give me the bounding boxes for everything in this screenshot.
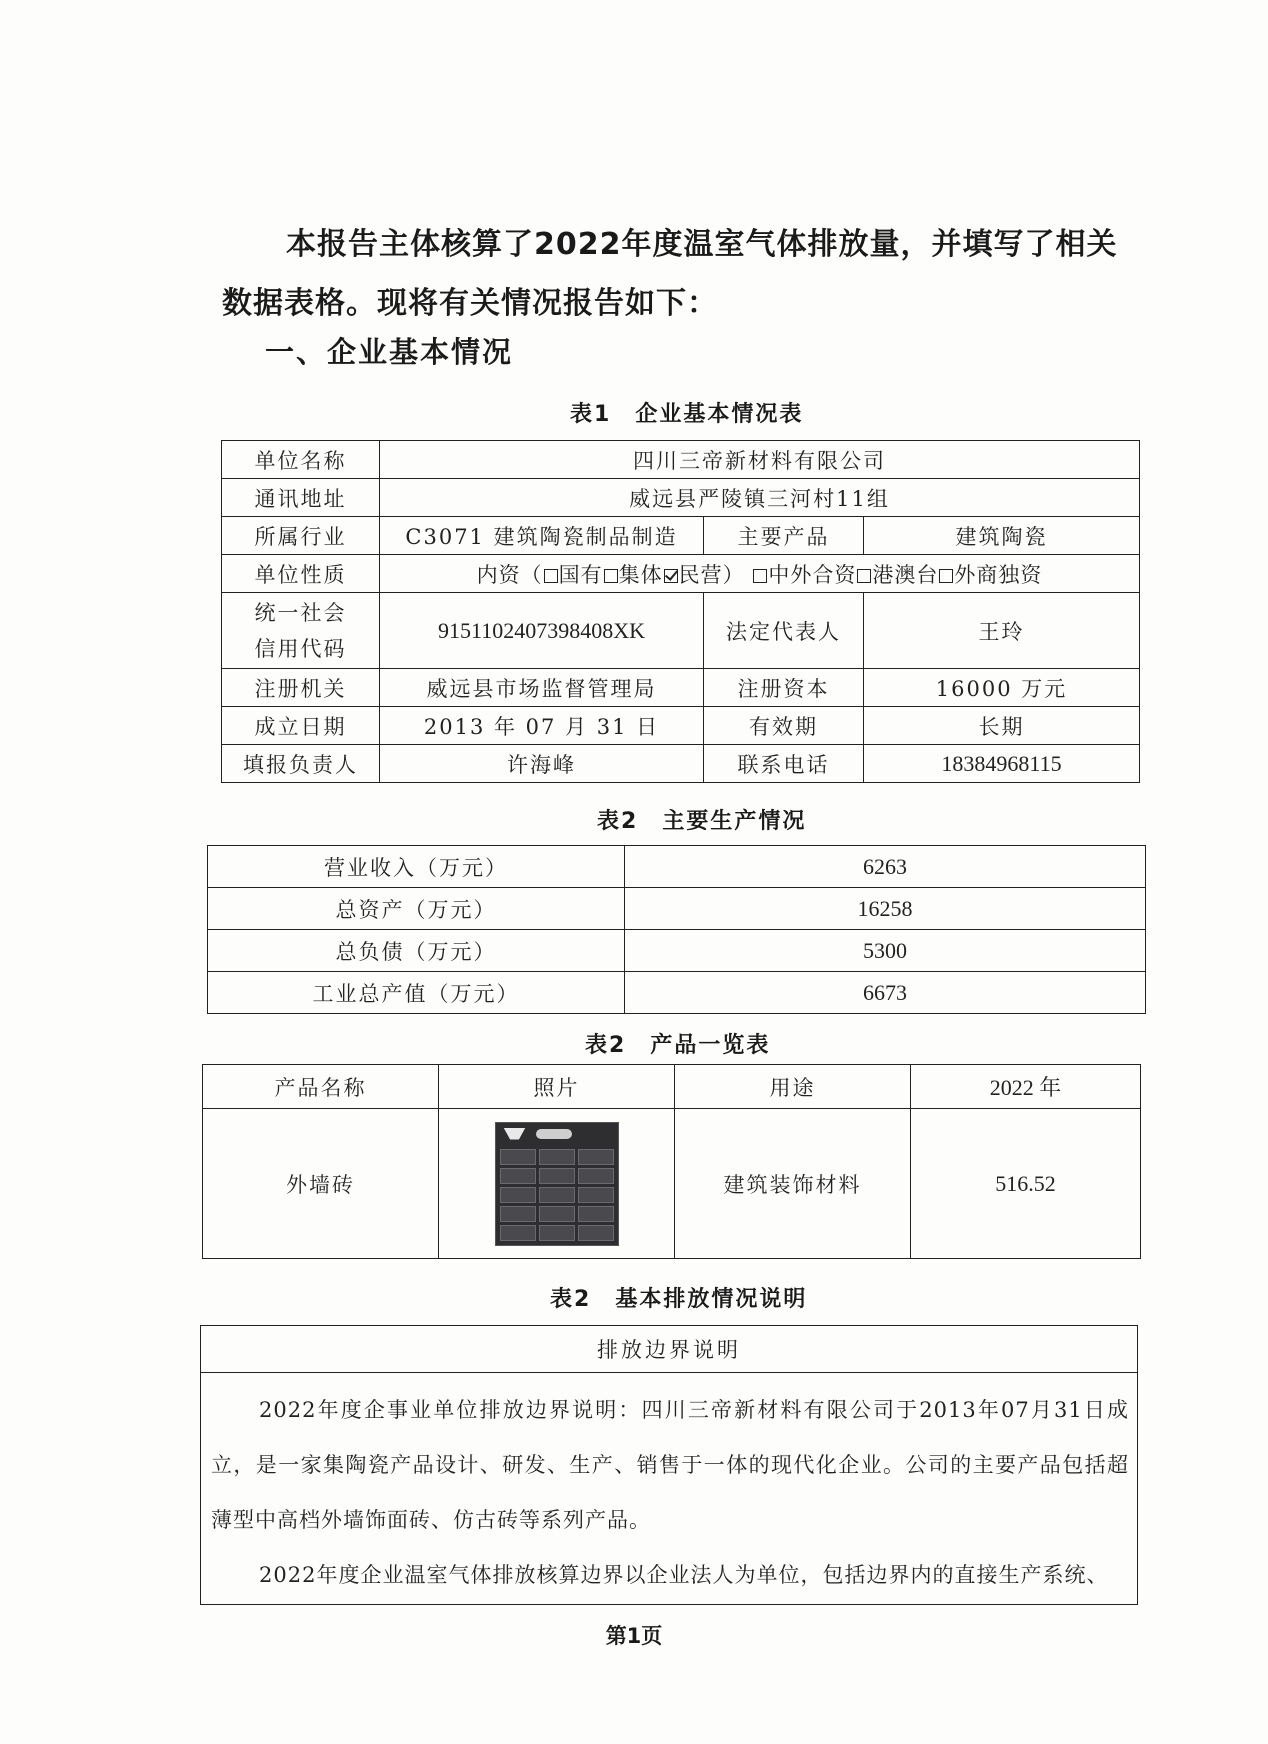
credit-code-value: 9151102407398408XK xyxy=(380,593,704,669)
industry-value: C3071 建筑陶瓷制品制造 xyxy=(380,517,704,555)
credit-code-label-line2: 信用代码 xyxy=(254,636,347,661)
industry-label: 所属行业 xyxy=(222,517,380,555)
production-value: 6263 xyxy=(625,846,1146,888)
tile-grid xyxy=(500,1149,614,1241)
production-value: 16258 xyxy=(625,888,1146,930)
registration-authority-label: 注册机关 xyxy=(222,669,380,707)
product-name-value: 外墙砖 xyxy=(203,1109,439,1259)
boundary-paragraph-2: 2022年度企业温室气体排放核算边界以企业法人为单位，包括边界内的直接生产系统、 xyxy=(259,1563,1109,1587)
table-row xyxy=(208,930,1146,972)
nature-prefix: 内资（ xyxy=(476,562,543,587)
nature-option-private: 民营） xyxy=(678,562,745,587)
checkbox-joint-venture xyxy=(753,569,767,583)
main-product-label: 主要产品 xyxy=(704,517,864,555)
header-year: 2022 年 xyxy=(911,1065,1141,1109)
unit-name-label: 单位名称 xyxy=(222,441,380,479)
product-photo-cell xyxy=(439,1109,675,1259)
credit-code-label xyxy=(222,593,380,669)
registered-capital-value: 16000 万元 xyxy=(864,669,1140,707)
emission-boundary-table xyxy=(200,1325,1138,1605)
table-row xyxy=(208,846,1146,888)
contact-person-label: 填报负责人 xyxy=(222,745,380,783)
nature-option-foreign: 外商独资 xyxy=(954,562,1043,587)
production-value: 6673 xyxy=(625,972,1146,1014)
table1-caption-number: 表1 xyxy=(570,402,612,427)
checkbox-private-checked xyxy=(664,569,678,583)
emission-boundary-body xyxy=(201,1373,1138,1605)
unit-nature-value xyxy=(380,555,1140,593)
brand-logo-icon xyxy=(504,1128,526,1140)
production-label: 营业收入（万元） xyxy=(208,846,625,888)
checkbox-collective xyxy=(604,569,618,583)
table4-caption-number: 表2 xyxy=(550,1287,592,1312)
table2-caption-number: 表2 xyxy=(597,809,639,834)
legal-rep-value: 王玲 xyxy=(864,593,1140,669)
registered-capital-label: 注册资本 xyxy=(704,669,864,707)
phone-label: 联系电话 xyxy=(704,745,864,783)
nature-option-joint-venture: 中外合资 xyxy=(768,562,857,587)
table1-caption xyxy=(570,397,803,428)
establishment-date-value: 2013 年 07 月 31 日 xyxy=(380,707,704,745)
table1-caption-title: 企业基本情况表 xyxy=(635,402,804,427)
production-label: 工业总产值（万元） xyxy=(208,972,625,1014)
company-basic-info-table xyxy=(221,440,1140,783)
checkbox-hk-macao-taiwan xyxy=(857,569,871,583)
registration-authority-value: 威远县市场监督管理局 xyxy=(380,669,704,707)
nature-option-state-owned: 国有 xyxy=(558,562,603,587)
checkbox-foreign xyxy=(939,569,953,583)
nature-option-collective: 集体 xyxy=(618,562,663,587)
unit-name-value: 四川三帝新材料有限公司 xyxy=(380,441,1140,479)
section-heading-basic-info: 一、企业基本情况 xyxy=(265,335,514,369)
product-list-table xyxy=(202,1064,1141,1259)
production-label: 总资产（万元） xyxy=(208,888,625,930)
table3-caption-title: 产品一览表 xyxy=(650,1033,771,1058)
validity-label: 有效期 xyxy=(704,707,864,745)
product-year-value: 516.52 xyxy=(911,1109,1141,1259)
table2-caption xyxy=(597,804,806,835)
checkbox-state-owned xyxy=(544,569,558,583)
table4-caption xyxy=(550,1282,807,1313)
address-value: 威远县严陵镇三河村11组 xyxy=(380,479,1140,517)
table-row xyxy=(208,972,1146,1014)
product-usage-value: 建筑装饰材料 xyxy=(675,1109,911,1259)
credit-code-label-line1: 统一社会 xyxy=(254,600,347,625)
establishment-date-label: 成立日期 xyxy=(222,707,380,745)
intro-paragraph: 本报告主体核算了2022年度温室气体排放量，并填写了相关数据表格。现将有关情况报告如下： xyxy=(222,227,1118,321)
phone-value: 18384968115 xyxy=(864,745,1140,783)
production-label: 总负债（万元） xyxy=(208,930,625,972)
production-value: 5300 xyxy=(625,930,1146,972)
address-label: 通讯地址 xyxy=(222,479,380,517)
table3-caption xyxy=(585,1028,770,1059)
nature-option-hk-macao-taiwan: 港澳台 xyxy=(872,562,939,587)
boundary-paragraph-1: 2022年度企事业单位排放边界说明：四川三帝新材料有限公司于2013年07月31日成立，是一家集陶瓷产品设计、研发、生产、销售于一体的现代化企业。公司的主要产品包括超薄型中高档外墙饰面砖、仿古砖等系列产品。 xyxy=(211,1398,1129,1532)
header-usage: 用途 xyxy=(675,1065,911,1109)
header-product-name: 产品名称 xyxy=(203,1065,439,1109)
legal-rep-label: 法定代表人 xyxy=(704,593,864,669)
table-row xyxy=(203,1109,1141,1259)
tile-product-photo xyxy=(496,1123,618,1245)
table-row xyxy=(208,888,1146,930)
table4-caption-title: 基本排放情况说明 xyxy=(615,1287,808,1312)
table3-caption-number: 表2 xyxy=(585,1033,627,1058)
production-table xyxy=(207,845,1146,1014)
main-product-value: 建筑陶瓷 xyxy=(864,517,1140,555)
table2-caption-title: 主要生产情况 xyxy=(662,809,807,834)
label-badge-icon xyxy=(536,1129,572,1139)
page-number: 第1页 xyxy=(605,1624,663,1648)
unit-nature-label: 单位性质 xyxy=(222,555,380,593)
validity-value: 长期 xyxy=(864,707,1140,745)
emission-boundary-header: 排放边界说明 xyxy=(201,1326,1138,1373)
contact-person-value: 许海峰 xyxy=(380,745,704,783)
header-photo: 照片 xyxy=(439,1065,675,1109)
